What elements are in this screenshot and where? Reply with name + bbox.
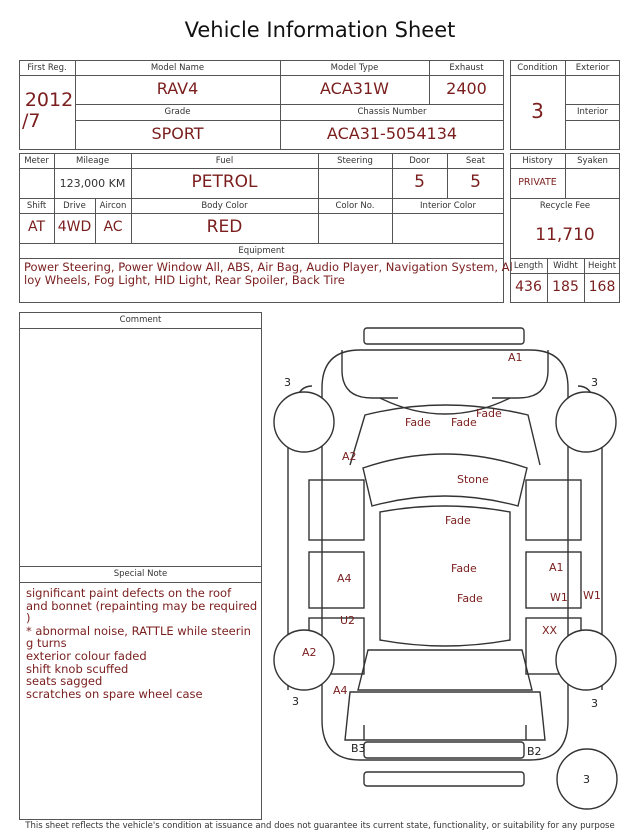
mark-fade-4: Fade [445, 514, 471, 527]
mark-a1-right: A1 [549, 561, 564, 574]
shift-value: AT [27, 219, 46, 235]
chassis-number-label: Chassis Number [357, 107, 427, 117]
steering-label: Steering [337, 156, 373, 166]
mark-w1-right: W1 [583, 589, 601, 602]
mark-corner-br: 3 [591, 697, 598, 710]
grade-value: SPORT [151, 124, 204, 143]
special-note-line: ) [26, 611, 31, 626]
mark-spare-3: 3 [583, 773, 590, 786]
aircon-value: AC [103, 219, 123, 235]
mark-stone: Stone [457, 473, 489, 486]
special-note-list [26, 587, 258, 700]
special-note-line: shift knob scuffed [26, 661, 129, 676]
mark-xx: XX [542, 624, 558, 637]
chassis-number-value: ACA31-5054134 [326, 124, 458, 143]
model-type-label: Model Type [330, 63, 379, 73]
height-label: Height [587, 261, 617, 271]
special-note-line: significant paint defects on the roof [26, 586, 232, 600]
first-reg-label: First Reg. [27, 63, 67, 73]
recycle-fee-value: 11,710 [535, 225, 595, 245]
history-value: PRIVATE [518, 177, 557, 188]
mark-u2: U2 [340, 614, 356, 627]
first-reg-year: 2012 [24, 89, 74, 111]
fuel-value: PETROL [191, 172, 258, 192]
recycle-fee-label: Recycle Fee [539, 201, 591, 211]
special-note-label: Special Note [113, 569, 168, 579]
equipment-label: Equipment [238, 246, 285, 256]
mark-fade-2: Fade [451, 416, 477, 429]
mark-w1-left: W1 [550, 591, 568, 604]
special-note-line: and bonnet (repainting may be required [26, 598, 258, 613]
grade-label: Grade [164, 107, 191, 117]
condition-label: Condition [517, 63, 558, 73]
mark-corner-tr: 3 [591, 376, 598, 389]
body-color-label: Body Color [201, 201, 248, 211]
mileage-value: 123,000 KM [59, 177, 126, 190]
mark-b3: B3 [351, 742, 366, 755]
mark-b2: B2 [527, 745, 542, 758]
body-color-value: RED [206, 217, 243, 237]
mark-fade-5: Fade [451, 562, 477, 575]
special-note-line: exterior colour faded [26, 648, 147, 663]
shift-label: Shift [26, 201, 47, 211]
interior-color-label: Interior Color [420, 201, 476, 211]
mark-fade-1: Fade [405, 416, 431, 429]
mark-a1-top: A1 [508, 351, 523, 364]
mark-corner-tl: 3 [284, 376, 291, 389]
special-note-line: scratches on spare wheel case [26, 686, 203, 701]
height-value: 168 [588, 279, 616, 295]
mark-a2-left: A2 [342, 450, 357, 463]
seat-label: Seat [465, 156, 486, 166]
exterior-label: Exterior [575, 63, 610, 73]
seat-value: 5 [470, 172, 481, 192]
exhaust-label: Exhaust [449, 63, 484, 73]
interior-label: Interior [576, 107, 608, 117]
width-value: 185 [552, 279, 579, 295]
length-value: 436 [515, 279, 542, 295]
model-name-value: RAV4 [156, 79, 199, 98]
equipment-line-2: loy Wheels, Fog Light, HID Light, Rear Spoiler, Back Tire [24, 273, 345, 287]
history-label: History [522, 156, 553, 166]
fuel-label: Fuel [215, 156, 234, 166]
equipment-line-1: Power Steering, Power Window All, ABS, Air Bag, Audio Player, Navigation System, Al [24, 260, 513, 274]
first-reg-month: /7 [22, 110, 41, 132]
mileage-label: Mileage [75, 156, 110, 166]
mark-a2-wheel: A2 [302, 646, 317, 659]
length-label: Length [513, 261, 544, 271]
mark-a4-upper: A4 [337, 572, 352, 585]
special-note-line: * abnormal noise, RATTLE while steerin [26, 623, 251, 638]
comment-label: Comment [119, 315, 162, 325]
color-no-label: Color No. [335, 201, 375, 211]
mark-fade-3: Fade [476, 407, 502, 420]
sheet-title: Vehicle Information Sheet [184, 18, 456, 42]
condition-value: 3 [531, 99, 544, 123]
drive-label: Drive [63, 201, 86, 211]
meter-label: Meter [24, 156, 49, 166]
syaken-label: Syaken [577, 156, 608, 166]
mark-corner-bl: 3 [292, 695, 299, 708]
mark-fade-6: Fade [457, 592, 483, 605]
door-value: 5 [414, 172, 425, 192]
vehicle-damage-diagram [262, 318, 640, 818]
special-note-line: g turns [26, 636, 67, 651]
door-label: Door [409, 156, 430, 166]
model-type-value: ACA31W [320, 79, 389, 98]
special-note-line: seats sagged [26, 674, 103, 689]
drive-value: 4WD [57, 219, 92, 235]
aircon-label: Aircon [99, 201, 127, 211]
model-name-label: Model Name [150, 63, 205, 73]
mark-a4-lower: A4 [333, 684, 348, 697]
width-label: Widht [553, 261, 578, 271]
exhaust-value: 2400 [446, 79, 487, 98]
disclaimer-footer: This sheet reflects the vehicle's condition at issuance and does not guarantee its current state, functionality, or suitability for any purpose [25, 821, 615, 831]
